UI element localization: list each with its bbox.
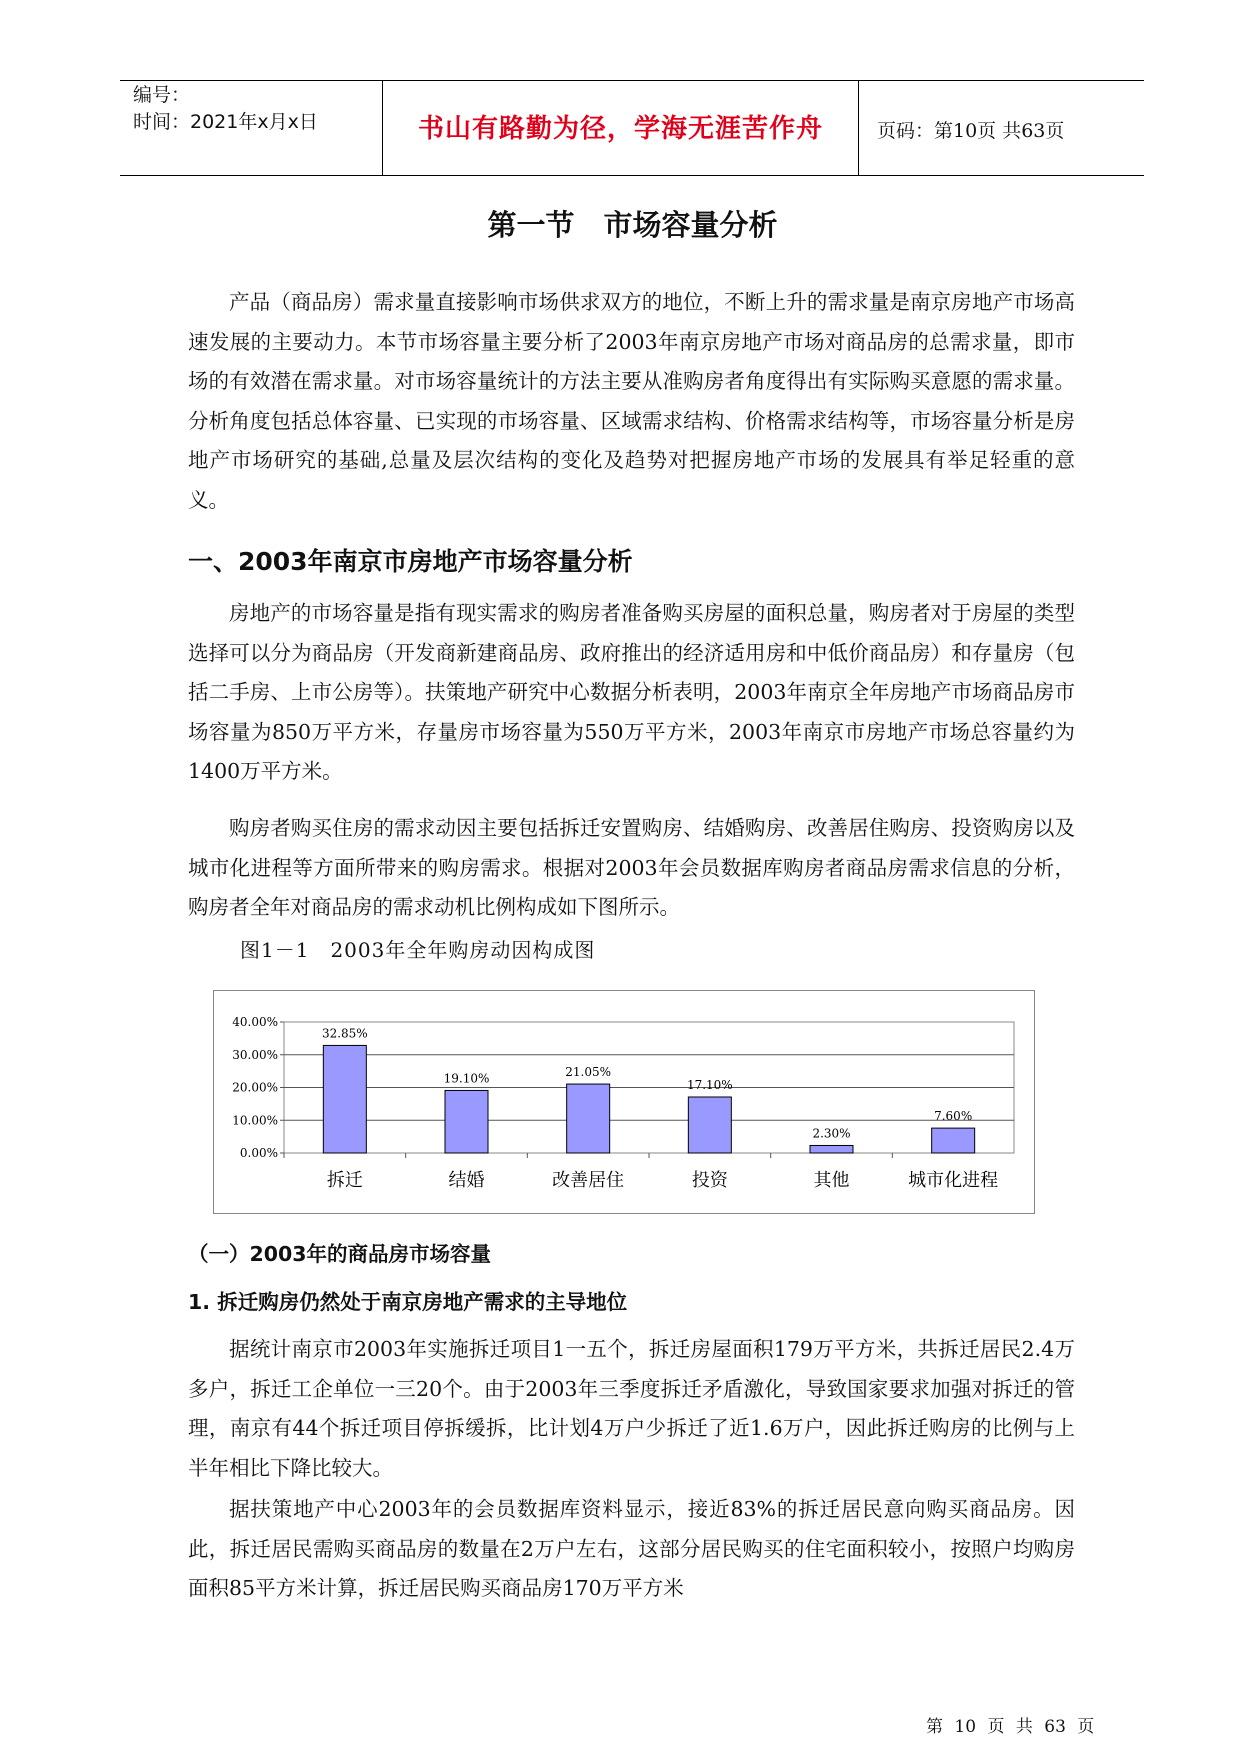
bar bbox=[688, 1097, 731, 1153]
header-motto: 书山有路勤为径，学海无涯苦作舟 bbox=[417, 114, 823, 144]
y-tick-label: 30.00% bbox=[232, 1047, 278, 1062]
y-tick-label: 40.00% bbox=[232, 1015, 278, 1029]
bar bbox=[323, 1045, 366, 1153]
figure-caption: 图1－1 2003年全年购房动因构成图 bbox=[240, 938, 596, 962]
y-tick-label: 10.00% bbox=[232, 1113, 278, 1128]
bar bbox=[567, 1084, 610, 1153]
bar-data-label: 2.30% bbox=[812, 1126, 851, 1141]
y-tick-label: 20.00% bbox=[232, 1080, 278, 1095]
heading-3: 1. 拆迁购房仍然处于南京房地产需求的主导地位 bbox=[188, 1290, 628, 1314]
bar-data-label: 19.10% bbox=[443, 1071, 490, 1086]
header-bottom-rule bbox=[120, 175, 1144, 176]
y-tick-label: 0.00% bbox=[239, 1146, 278, 1160]
x-category-label: 结婚 bbox=[448, 1170, 485, 1191]
time-label: 时间：2021年x月x日 bbox=[133, 111, 318, 133]
x-category-label: 改善居住 bbox=[552, 1170, 625, 1191]
doc-number-label: 编号： bbox=[133, 84, 191, 106]
bar-chart bbox=[213, 990, 1035, 1214]
bar-chart-svg bbox=[214, 991, 1034, 1213]
bar bbox=[932, 1128, 975, 1153]
bar bbox=[445, 1090, 488, 1153]
x-category-label: 投资 bbox=[691, 1170, 728, 1191]
bar-data-label: 7.60% bbox=[934, 1109, 973, 1124]
x-category-label: 其他 bbox=[813, 1170, 850, 1191]
paragraph-demolition: 据统计南京市2003年实施拆迁项目1一五个，拆迁房屋面积179万平方米，共拆迁居民2.4万多户，拆迁工企单位一三20个。由于2003年三季度拆迁矛盾激化，导致国家要求加强对拆迁的管理，南京有44个拆迁项目停拆缓拆，比计划4万户少拆迁了近1.6万户，因此拆迁购房的比例与上半年相比下降比较大。 bbox=[188, 1337, 1075, 1480]
header-top-rule bbox=[120, 80, 1144, 81]
x-category-label: 拆迁 bbox=[326, 1170, 363, 1191]
bar-data-label: 32.85% bbox=[321, 1026, 368, 1041]
paragraph-demand-motives: 购房者购买住房的需求动因主要包括拆迁安置购房、结婚购房、改善居住购房、投资购房以及城市化进程等方面所带来的购房需求。根据对2003年会员数据库购房者商品房需求信息的分析，购房者全年对商品房的需求动机比例构成如下图所示。 bbox=[188, 816, 1075, 919]
bar-data-label: 21.05% bbox=[565, 1065, 612, 1080]
paragraph-member-database: 据扶策地产中心2003年的会员数据库资料显示，接近83%的拆迁居民意向购买商品房。因此，拆迁居民需购买商品房的数量在2万户左右，这部分居民购买的住宅面积较小，按照户均购房面积85平方米计算，拆迁居民购买商品房170万平方米 bbox=[188, 1497, 1075, 1600]
header-divider-right bbox=[858, 80, 859, 175]
bar-data-label: 17.10% bbox=[686, 1077, 733, 1092]
header-page-label: 页码：第10页 共63页 bbox=[877, 120, 1065, 142]
heading-1: 一、2003年南京市房地产市场容量分析 bbox=[188, 547, 633, 576]
x-category-label: 城市化进程 bbox=[908, 1170, 999, 1191]
section-title: 第一节 市场容量分析 bbox=[487, 208, 778, 242]
page-footer: 第 10 页 共 63 页 bbox=[926, 1717, 1095, 1737]
bar bbox=[810, 1145, 853, 1153]
heading-2: （一）2003年的商品房市场容量 bbox=[188, 1242, 492, 1266]
header-info bbox=[133, 82, 318, 136]
paragraph-market-capacity: 房地产的市场容量是指有现实需求的购房者准备购买房屋的面积总量，购房者对于房屋的类型选择可以分为商品房（开发商新建商品房、政府推出的经济适用房和中低价商品房）和存量房（包括二手房、上市公房等）。扶策地产研究中心数据分析表明，2003年南京全年房地产市场商品房市场容量为850万平方米，存量房市场容量为550万平方米，2003年南京市房地产市场总容量约为1400万平方米。 bbox=[188, 601, 1075, 783]
intro-paragraph: 产品（商品房）需求量直接影响市场供求双方的地位，不断上升的需求量是南京房地产市场高速发展的主要动力。本节市场容量主要分析了2003年南京房地产市场对商品房的总需求量，即市场的有效潜在需求量。对市场容量统计的方法主要从准购房者角度得出有实际购买意愿的需求量。分析角度包括总体容量、已实现的市场容量、区域需求结构、价格需求结构等，市场容量分析是房地产市场研究的基础,总量及层次结构的变化及趋势对把握房地产市场的发展具有举足轻重的意义。 bbox=[188, 290, 1075, 512]
